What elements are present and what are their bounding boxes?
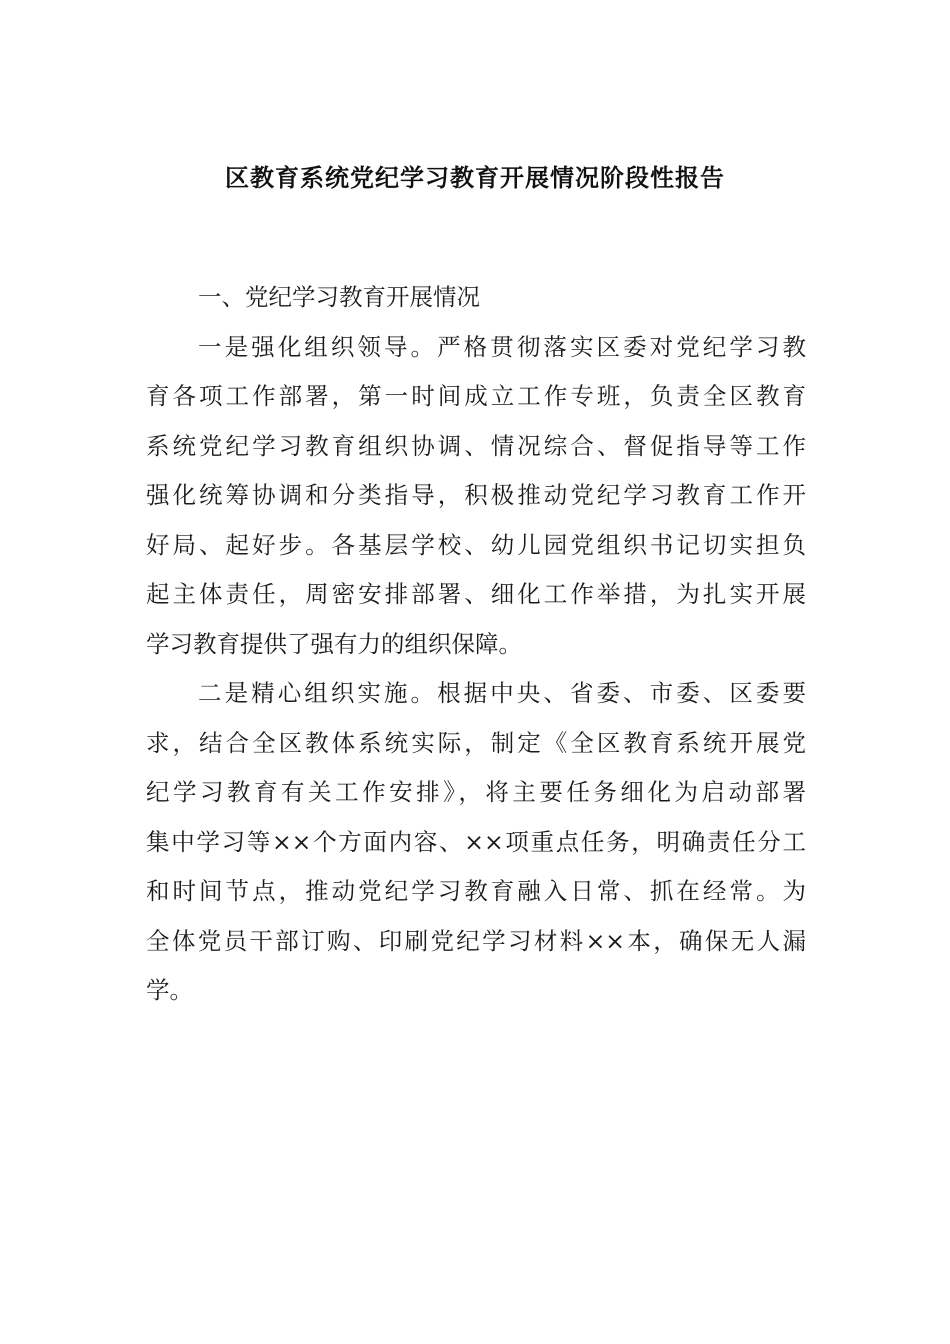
paragraph-2-line-5: 和时间节点，推动党纪学习教育融入日常、抓在经常。为 <box>146 877 806 905</box>
paragraph-2-line-2: 求，结合全区教体系统实际，制定《全区教育系统开展党 <box>146 728 806 757</box>
paragraph-1-line-7: 学习教育提供了强有力的组织保障。 <box>146 629 522 658</box>
paragraph-1-line-1: 一是强化组织领导。严格贯彻落实区委对党纪学习教 <box>198 332 806 361</box>
section-heading: 一、党纪学习教育开展情况 <box>198 283 480 311</box>
paragraph-1-line-3: 系统党纪学习教育组织协调、情况综合、督促指导等工作 <box>146 431 806 460</box>
paragraph-1-line-5: 好局、起好步。各基层学校、幼儿园党组织书记切实担负 <box>146 530 806 559</box>
paragraph-2-line-4: 集中学习等××个方面内容、××项重点任务，明确责任分工 <box>146 827 806 856</box>
paragraph-2-line-6: 全体党员干部订购、印刷党纪学习材料××本，确保无人漏 <box>146 926 806 955</box>
paragraph-2-line-3: 纪学习教育有关工作安排》，将主要任务细化为启动部署 <box>146 778 806 806</box>
paragraph-2-line-1: 二是精心组织实施。根据中央、省委、市委、区委要 <box>198 679 806 707</box>
paragraph-2-line-7: 学。 <box>146 976 193 1004</box>
document-body <box>146 277 806 1020</box>
paragraph-1-line-6: 起主体责任，周密安排部署、细化工作举措，为扎实开展 <box>146 580 806 608</box>
document-title: 区教育系统党纪学习教育开展情况阶段性报告 <box>225 164 725 192</box>
paragraph-1-line-4: 强化统筹协调和分类指导，积极推动党纪学习教育工作开 <box>146 481 806 509</box>
paragraph-1-line-2: 育各项工作部署，第一时间成立工作专班，负责全区教育 <box>146 382 806 410</box>
